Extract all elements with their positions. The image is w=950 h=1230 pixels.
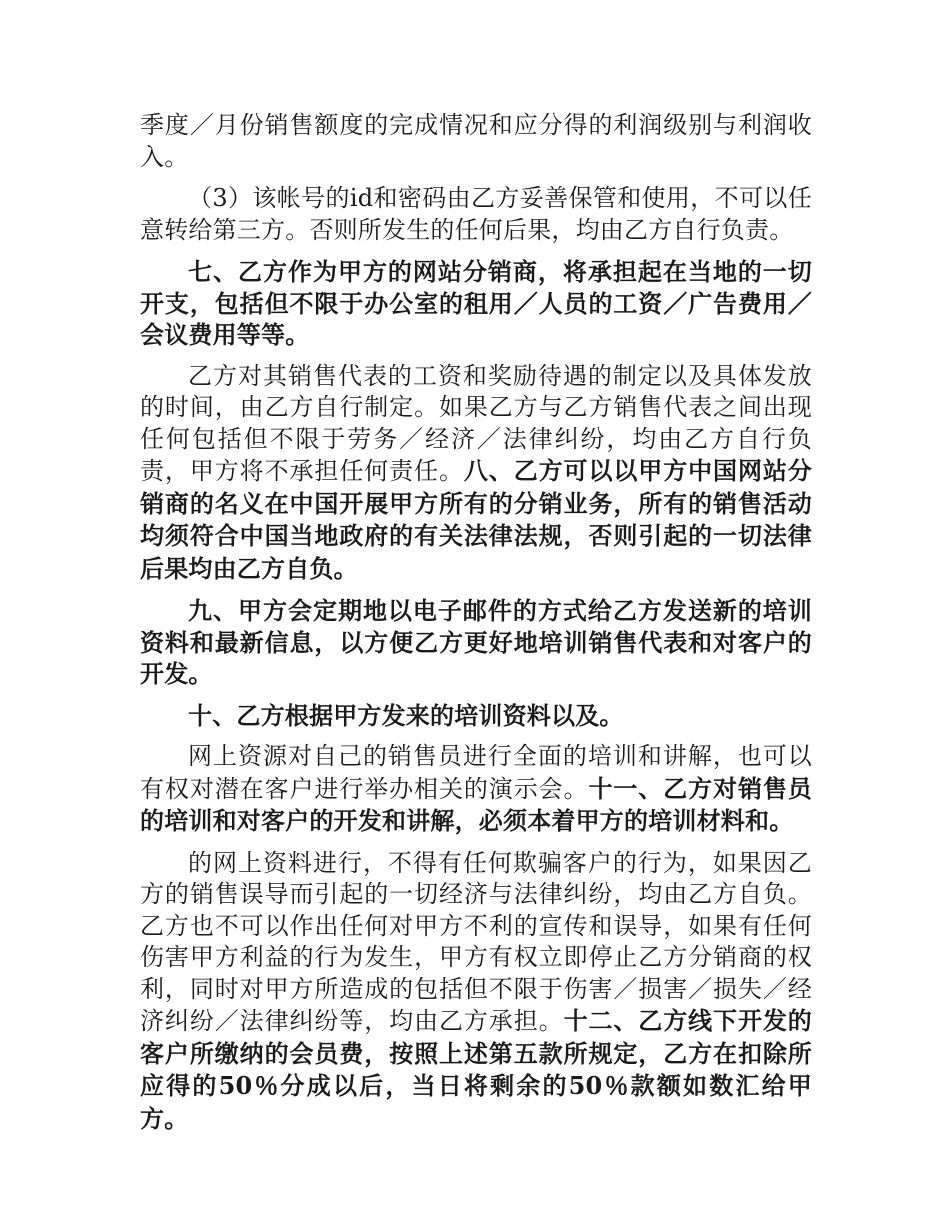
paragraph-clause-seven-eight [140, 361, 812, 586]
paragraph-clause-ten-eleven [140, 741, 812, 838]
clause-nine-heading: 九、甲方会定期地以电子邮件的方式给乙方发送新的培训资料和最新信息，以方便乙方更好地培训销售代表和对客户的开发。 [140, 596, 812, 688]
clause-seven-heading: 七、乙方作为甲方的网站分销商，将承担起在当地的一切开支，包括但不限于办公室的租用／人员的工资／广告费用／会议费用等等。 [140, 257, 812, 349]
clause-seven-body: 乙方对其销售代表的工资和奖励待遇的制定以及具体发放的时间，由乙方自行制定。如果乙方与乙方销售代表之间出现任何包括但不限于劳务／经济／法律纠纷，均由乙方自行负责，甲方将不承担任何责任。 [140, 361, 812, 485]
clause-ten-body: 网上资源对自己的销售员进行全面的培训和讲解，也可以有权对潜在客户进行举办相关的演示会。 [140, 742, 812, 803]
paragraph-continuation: 季度／月份销售额度的完成情况和应分得的利润级别与利润收入。 [140, 111, 812, 171]
clause-eight-heading: 八、乙方可以以甲方中国网站分销商的名义在中国开展甲方所有的分销业务，所有的销售活动均须符合中国当地政府的有关法律法规，否则引起的一切法律后果均由乙方自负。 [140, 456, 812, 583]
clause-eleven-body: 的网上资料进行，不得有任何欺骗客户的行为，如果因乙方的销售误导而引起的一切经济与法律纠纷，均由乙方自负。乙方也不可以作出任何对甲方不利的宣传和误导，如果有任何伤害甲方利益的行为发生，甲方有权立即停止乙方分销商的权利，同时对甲方所造成的包括但不限于伤害／损害／损失／经济纠纷／法律纠纷等，均由乙方承担。 [140, 848, 812, 1035]
clause-ten-heading: 十、乙方根据甲方发来的培训资料以及。 [188, 700, 624, 730]
clause-eleven-heading: 十一、乙方对销售员的培训和对客户的开发和讲解，必须本着甲方的培训材料和。 [140, 773, 812, 835]
clause-twelve-heading: 十二、乙方线下开发的客户所缴纳的会员费，按照上述第五款所规定，乙方在扣除所应得的50％分成以后，当日将剩余的50％款额如数汇给甲方。 [140, 1006, 812, 1133]
document-page [140, 110, 812, 1145]
paragraph-clause-eleven-twelve [140, 848, 812, 1136]
paragraph-account-clause: （3）该帐号的id和密码由乙方妥善保管和使用，不可以任意转给第三方。否则所发生的任何后果，均由乙方自行负责。 [140, 184, 812, 244]
